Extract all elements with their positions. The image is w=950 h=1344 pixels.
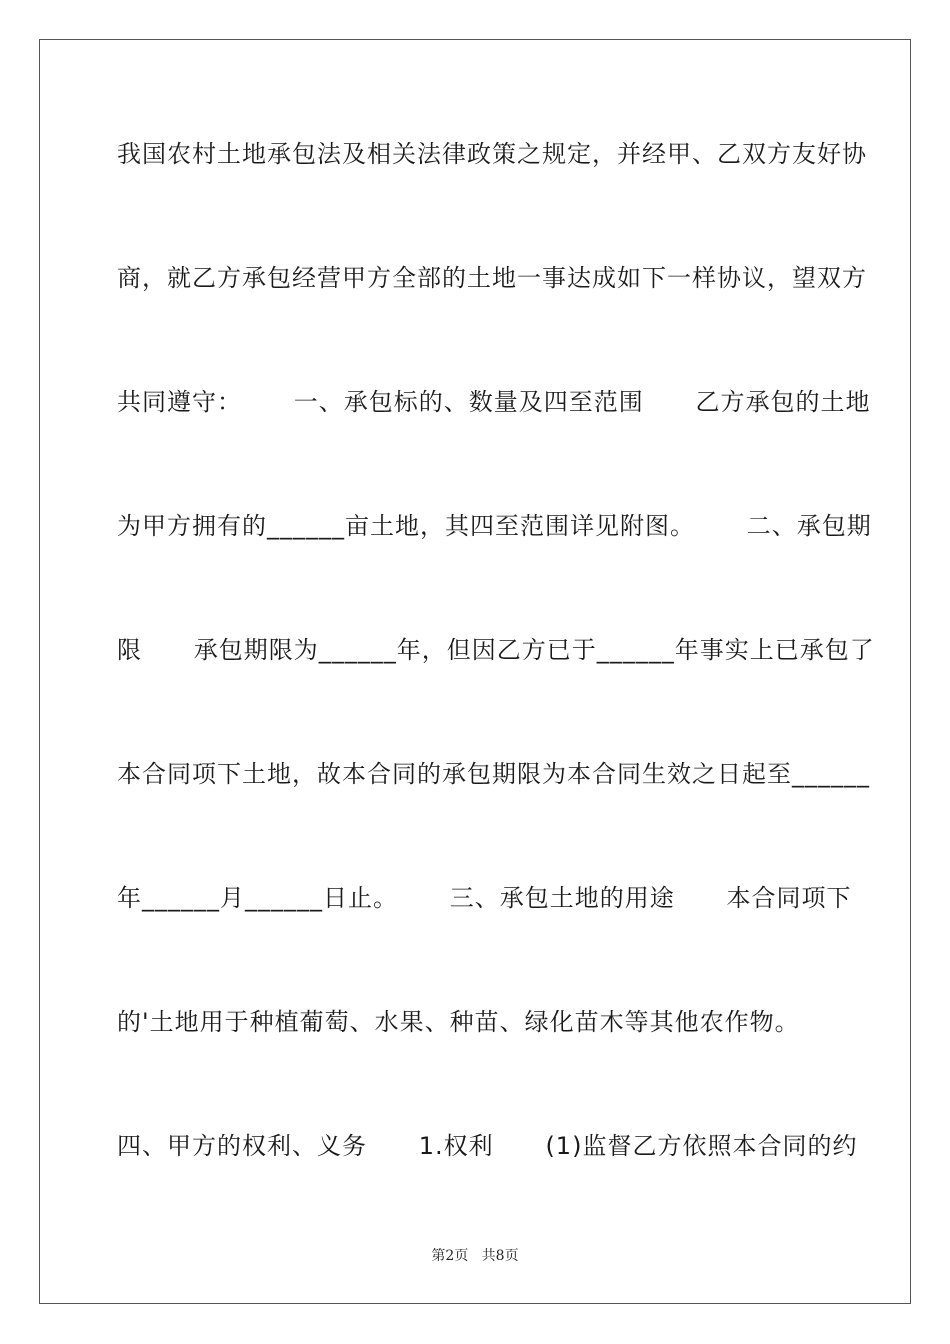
body-text-line-3: 共同遵守： 一、承包标的、数量及四至范围 乙方承包的土地 bbox=[117, 388, 871, 416]
body-text-line-8: 的'土地用于种植葡萄、水果、种苗、绿化苗木等其他农作物。 bbox=[117, 1008, 800, 1036]
page-border bbox=[39, 39, 911, 1304]
body-text-line-9: 四、甲方的权利、义务 1.权利 (1)监督乙方依照本合同的约 bbox=[117, 1132, 858, 1160]
body-text-line-1: 我国农村土地承包法及相关法律政策之规定，并经甲、乙双方友好协 bbox=[117, 140, 867, 168]
body-text-line-6: 本合同项下土地，故本合同的承包期限为本合同生效之日起至______ bbox=[117, 760, 870, 788]
body-text-line-2: 商，就乙方承包经营甲方全部的土地一事达成如下一样协议，望双方 bbox=[117, 264, 867, 292]
body-text-line-7: 年______月______日止。 三、承包土地的用途 本合同项下 bbox=[117, 884, 852, 912]
page-number-footer: 第2页 共8页 bbox=[431, 1248, 519, 1264]
body-text-line-4: 为甲方拥有的______亩土地，其四至范围详见附图。 二、承包期 bbox=[117, 512, 872, 540]
body-text-line-5: 限 承包期限为______年，但因乙方已于______年事实上已承包了 bbox=[117, 636, 875, 664]
